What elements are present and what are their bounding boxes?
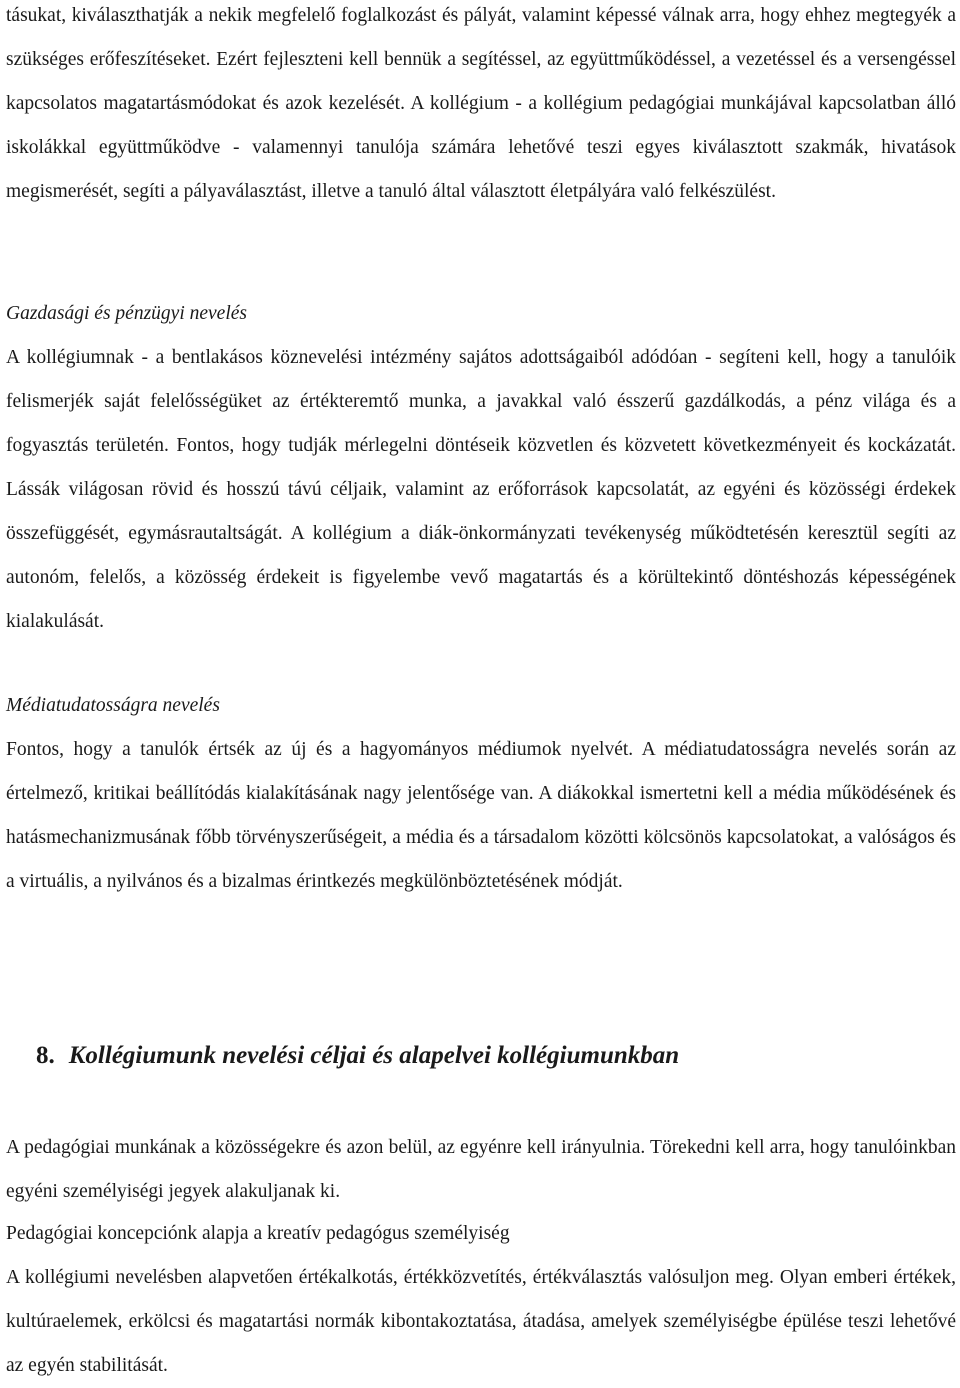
subheading-economic-education: Gazdasági és pénzügyi nevelés <box>6 303 247 324</box>
section-number: 8. <box>36 1042 55 1069</box>
paragraph-pedagogical-concept: Pedagógiai koncepciónk alapja a kreatív pedagógus személyiség <box>6 1223 510 1244</box>
paragraph-career-guidance: tásukat, kiválaszthatják a nekik megfelelő foglalkozást és pályát, valamint képessé válnak arra, hogy ehhez megtegyék a szükséges erőfeszítéseket. Ezért fejleszteni kell bennük a segítéssel, az együttműködéssel, a vezetéssel és a versengéssel kapcsolatos magatartásmódokat és azok kezelését. A kollégium - a kollégium pedagógiai munkájával kapcsolatban álló iskolákkal együttműködve - valamennyi tanulója számára lehetővé teszi egyes kiválasztott szakmák, hivatások megismerését, segíti a pályaválasztást, illetve a tanuló által választott életpályára való felkészülést. <box>6 5 956 202</box>
paragraph-economic-education: A kollégiumnak - a bentlakásos köznevelési intézmény sajátos adottságaiból adódóan - segíteni kell, hogy a tanulóik felismerjék saját felelősségüket az értékteremtő munka, a javakkal való ésszerű gazdálkodás, a pénz világa és a fogyasztás területén. Fontos, hogy tudják mérlegelni döntéseik közvetlen és közvetett következményeit és kockázatát. Lássák világosan rövid és hosszú távú céljaik, valamint az erőforrások kapcsolatát, az egyéni és közösségi érdekek összefüggését, egymásrautaltságát. A kollégium a diák-önkormányzati tevékenység működtetésén keresztül segíti az autonóm, felelős, a közösség érdekeit is figyelembe vevő magatartás és a körültekintő döntéshozás képességének kialakulását. <box>6 347 956 632</box>
paragraph-values: A kollégiumi nevelésben alapvetően értékalkotás, értékközvetítés, értékválasztás valósuljon meg. Olyan emberi értékek, kultúraelemek, erkölcsi és magatartási normák kibontakoztatása, átadása, amelyek személyiségbe épülése teszi lehetővé az egyén stabilitását. <box>6 1267 956 1376</box>
subheading-media-literacy: Médiatudatosságra nevelés <box>6 695 220 716</box>
paragraph-media-literacy: Fontos, hogy a tanulók értsék az új és a hagyományos médiumok nyelvét. A médiatudatosságra nevelés során az értelmező, kritikai beállítódás kialakításának nagy jelentősége van. A diákokkal ismertetni kell a média működésének és hatásmechanizmusának főbb törvényszerűségeit, a média és a társadalom közötti kölcsönös kapcsolatokat, a valóságos és a virtuális, a nyilvános és a bizalmas érintkezés megkülönböztetésének módját. <box>6 739 956 892</box>
section-heading <box>36 1036 679 1076</box>
section-title: Kollégiumunk nevelési céljai és alapelvei kollégiumunkban <box>68 1042 680 1069</box>
paragraph-pedagogical-work: A pedagógiai munkának a közösségekre és azon belül, az egyénre kell irányulnia. Törekedni kell arra, hogy tanulóinkban egyéni személyiségi jegyek alakuljanak ki. <box>6 1137 956 1202</box>
